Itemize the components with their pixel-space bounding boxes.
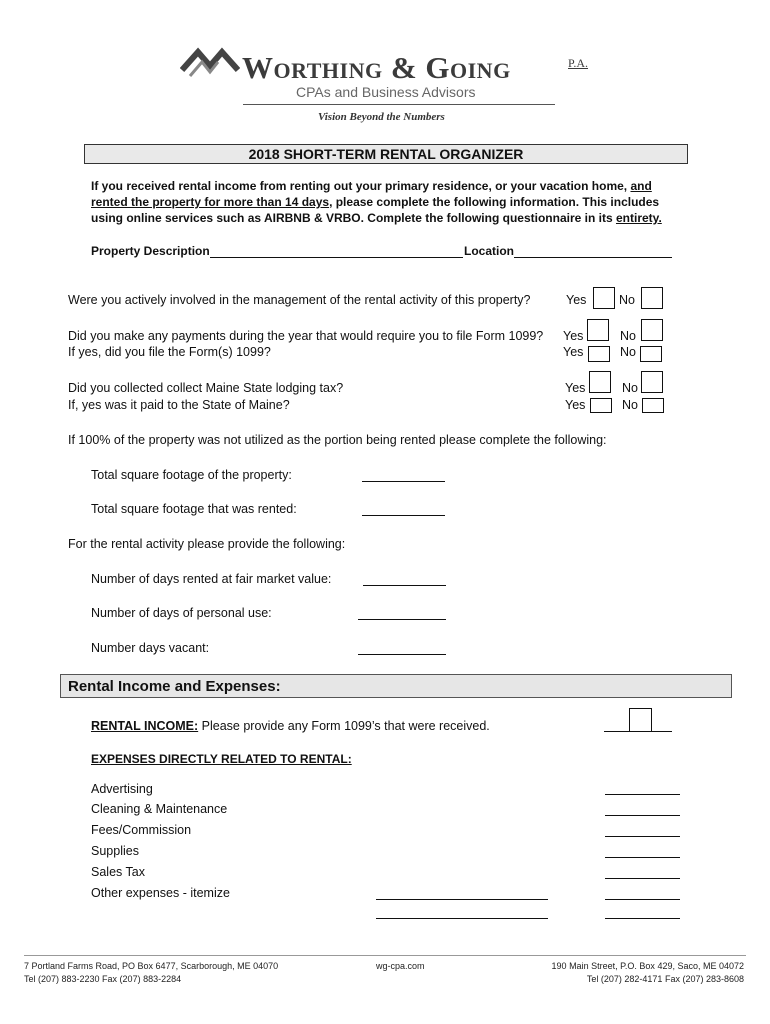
q2-yes-label: Yes	[563, 329, 584, 343]
expense-advertising-label: Advertising	[91, 782, 153, 796]
days-vacant-label: Number days vacant:	[91, 641, 210, 655]
footer-right-address: 190 Main Street, P.O. Box 429, Saco, ME 04072	[551, 961, 744, 971]
footer-divider	[24, 955, 746, 956]
question-management: Were you actively involved in the management of the rental activity of this property?	[68, 293, 531, 307]
expense-advertising-input[interactable]	[605, 794, 680, 795]
days-personal-label: Number of days of personal use:	[91, 606, 272, 620]
question-lodging-tax: Did you collected collect Maine State lodging tax?	[68, 381, 344, 395]
rental-income-text: Please provide any Form 1099’s that were received.	[198, 719, 490, 733]
question-tax-paid: If, yes was it paid to the State of Maine?	[68, 398, 290, 412]
q5-no-checkbox[interactable]	[642, 398, 664, 413]
company-suffix: P.A.	[568, 56, 589, 70]
footer-left-phone: Tel (207) 883-2230 Fax (207) 883-2284	[24, 974, 182, 984]
company-tagline: Vision Beyond the Numbers	[318, 111, 445, 123]
property-description-input[interactable]	[210, 257, 463, 258]
expense-sales-tax-input[interactable]	[605, 878, 680, 879]
days-fair-market-label: Number of days rented at fair market value:	[91, 572, 332, 586]
section-rental-income-expenses: Rental Income and Expenses:	[60, 674, 732, 698]
square-footage-total-label: Total square footage of the property:	[91, 468, 292, 482]
rental-income-input[interactable]	[604, 731, 672, 732]
expense-fees-input[interactable]	[605, 836, 680, 837]
expense-other-label: Other expenses - itemize	[91, 886, 230, 900]
form-title: 2018 SHORT-TERM RENTAL ORGANIZER	[84, 144, 688, 164]
q2-yes-checkbox[interactable]	[587, 319, 609, 341]
rental-income-checkbox[interactable]	[629, 708, 652, 732]
location-input[interactable]	[514, 257, 672, 258]
square-footage-rented-input[interactable]	[362, 515, 445, 516]
q1-no-checkbox[interactable]	[641, 287, 663, 309]
q3-no-checkbox[interactable]	[640, 346, 662, 362]
q1-yes-label: Yes	[566, 293, 587, 307]
footer-right-phone: Tel (207) 282-4171 Fax (207) 283-8608	[586, 974, 744, 984]
expense-cleaning-label: Cleaning & Maintenance	[91, 802, 228, 816]
company-name: Worthing & Going	[242, 50, 511, 85]
q1-no-label: No	[619, 293, 635, 307]
footer-left	[24, 960, 278, 986]
rental-activity-intro: For the rental activity please provide the following:	[68, 537, 346, 551]
expenses-heading: EXPENSES DIRECTLY RELATED TO RENTAL:	[91, 752, 352, 766]
expense-other-amount-input-2[interactable]	[605, 918, 680, 919]
q4-yes-label: Yes	[565, 381, 586, 395]
q5-yes-label: Yes	[565, 398, 586, 412]
days-fair-market-input[interactable]	[363, 585, 446, 586]
days-vacant-input[interactable]	[358, 654, 446, 655]
question-1099-filed: If yes, did you file the Form(s) 1099?	[68, 345, 271, 359]
days-personal-input[interactable]	[358, 619, 446, 620]
q3-yes-checkbox[interactable]	[588, 346, 610, 362]
rental-income-label: RENTAL INCOME:	[91, 719, 199, 733]
q1-yes-checkbox[interactable]	[593, 287, 615, 309]
footer-right	[552, 960, 744, 986]
partial-use-intro: If 100% of the property was not utilized as the portion being rented please complete the following:	[68, 433, 607, 447]
rental-income-row	[91, 719, 490, 733]
q4-yes-checkbox[interactable]	[589, 371, 611, 393]
square-footage-total-input[interactable]	[362, 481, 445, 482]
expense-sales-tax-label: Sales Tax	[91, 865, 145, 879]
company-subtitle: CPAs and Business Advisors	[296, 84, 476, 100]
q4-no-checkbox[interactable]	[641, 371, 663, 393]
q2-no-label: No	[620, 329, 636, 343]
expense-cleaning-input[interactable]	[605, 815, 680, 816]
q5-no-label: No	[622, 398, 638, 412]
footer-left-address: 7 Portland Farms Road, PO Box 6477, Scarborough, ME 04070	[24, 961, 279, 971]
q3-no-label: No	[620, 345, 636, 359]
location-label: Location	[464, 244, 514, 258]
header-divider	[243, 104, 555, 105]
q5-yes-checkbox[interactable]	[590, 398, 612, 413]
wg-chevron-logo-icon	[180, 46, 240, 80]
property-description-label: Property Description	[91, 244, 210, 258]
expense-other-amount-input-1[interactable]	[605, 899, 680, 900]
q4-no-label: No	[622, 381, 638, 395]
q2-no-checkbox[interactable]	[641, 319, 663, 341]
expense-supplies-label: Supplies	[91, 844, 139, 858]
intro-paragraph: If you received rental income from renting out your primary residence, or your vacation home, and rented the property for more than 14 days, please complete the following information. This includes using online services such as AIRBNB & VRBO. Complete the following questionnaire in its entirety.	[91, 179, 662, 225]
question-1099-payments: Did you make any payments during the year that would require you to file Form 1099?	[68, 329, 544, 343]
expense-supplies-input[interactable]	[605, 857, 680, 858]
footer-website[interactable]: wg-cpa.com	[376, 961, 425, 971]
expense-other-description-input-1[interactable]	[376, 899, 548, 900]
square-footage-rented-label: Total square footage that was rented:	[91, 502, 297, 516]
expense-fees-label: Fees/Commission	[91, 823, 192, 837]
expense-other-description-input-2[interactable]	[376, 918, 548, 919]
q3-yes-label: Yes	[563, 345, 584, 359]
